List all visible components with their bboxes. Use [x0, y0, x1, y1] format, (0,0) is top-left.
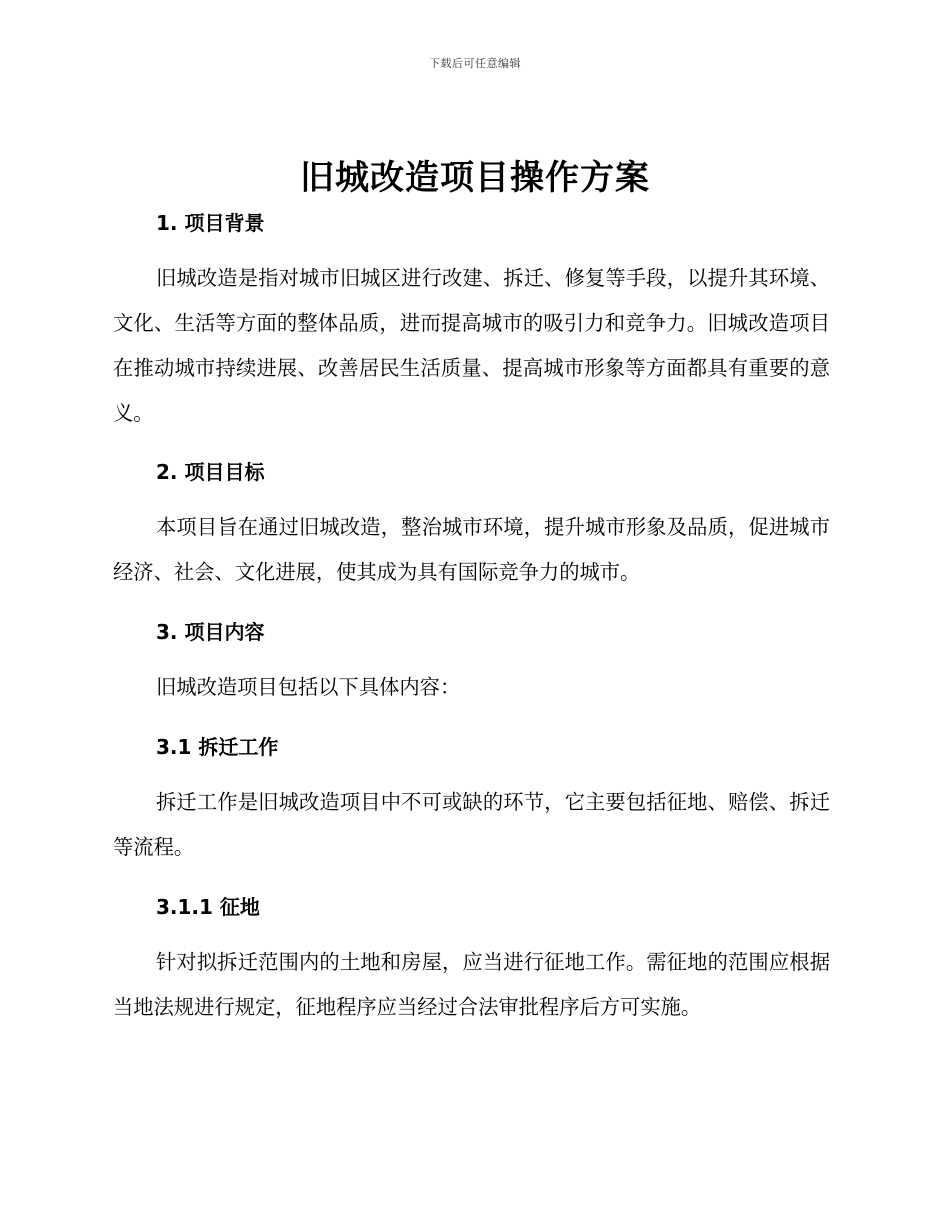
header-note: 下载后可任意编辑 [429, 57, 521, 70]
section-heading-project-goals: 2. 项目目标 [156, 460, 265, 484]
paragraph-project-background: 旧城改造是指对城市旧城区进行改建、拆迁、修复等手段，以提升其环境、文化、生活等方面的整体品质，进而提高城市的吸引力和竞争力。旧城改造项目在推动城市持续进展、改善居民生活质量、提高城市形象等方面都具有重要的意义。 [113, 266, 830, 425]
section-heading-project-content: 3. 项目内容 [156, 620, 265, 644]
paragraph-project-content: 旧城改造项目包括以下具体内容： [156, 675, 461, 699]
section-heading-demolition-work: 3.1 拆迁工作 [156, 735, 279, 759]
paragraph-project-goals: 本项目旨在通过旧城改造，整治城市环境，提升城市形象及品质，促进城市经济、社会、文化进展，使其成为具有国际竞争力的城市。 [113, 515, 830, 584]
section-heading-project-background: 1. 项目背景 [156, 211, 265, 235]
section-heading-land-acquisition: 3.1.1 征地 [156, 895, 260, 919]
paragraph-land-acquisition: 针对拟拆迁范围内的土地和房屋，应当进行征地工作。需征地的范围应根据当地法规进行规定，征地程序应当经过合法审批程序后方可实施。 [113, 950, 830, 1019]
document-title: 旧城改造项目操作方案 [300, 158, 650, 198]
paragraph-demolition-work: 拆迁工作是旧城改造项目中不可或缺的环节，它主要包括征地、赔偿、拆迁等流程。 [113, 790, 830, 859]
